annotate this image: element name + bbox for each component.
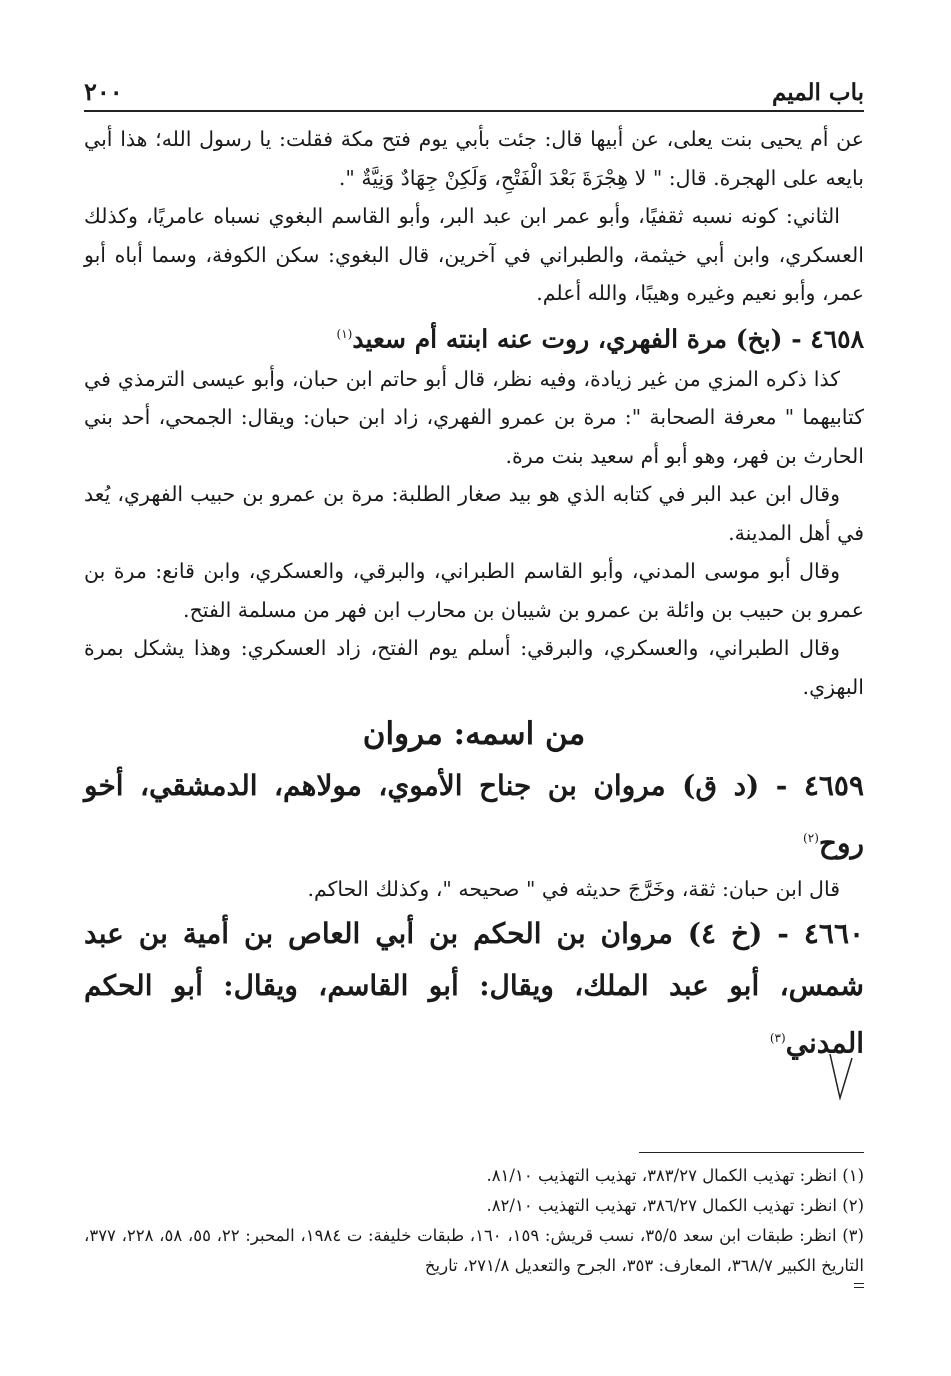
entry-4659-text: ٤٦٥٩ - (د ق) مروان بن جناح الأموي، مولاهم، الدمشقي، أخو روح: [84, 769, 864, 860]
footnote-3: (٣) انظر: طبقات ابن سعد ٣٥/٥، نسب قريش: ١٥٩، ١٦٠، طبقات خليفة: ت ١٩٨٤، المحبر: ٢٢، ٥٥، ٥٨، ٢٢٨، ٣٧٧، التاريخ الكبير ٣٦٨/٧، المعارف: ٣٥٣، الجرح والتعديل ٢٧١/٨، تاريخ: [84, 1226, 864, 1275]
entry-heading-4660: [84, 908, 864, 1069]
continuation-mark: [854, 1283, 864, 1288]
entry-heading-4659: [84, 760, 864, 869]
book-page: [84, 70, 864, 1069]
paragraph-continuation: عن أم يحيى بنت يعلى، عن أبيها قال: جئت بأبي يوم فتح مكة فقلت: يا رسول الله؛ هذا أبي بايعه على الهجرة. قال: " لا هِجْرَةَ بَعْدَ الْفَتْحِ، وَلَكِنْ جِهَادٌ وَنِيَّةٌ ".: [84, 127, 864, 190]
footnote-separator: [639, 1152, 864, 1153]
pen-mark: [826, 1052, 856, 1100]
entry-4658-text: ٤٦٥٨ - (بخ) مرة الفهري، روت عنه ابنته أم سعيد: [352, 323, 864, 353]
page-header: [84, 70, 864, 112]
footnote-2: (٢) انظر: تهذيب الكمال ٣٨٦/٢٧، تهذيب التهذيب ٨٢/١٠.: [486, 1196, 864, 1215]
footnotes-section: [84, 1152, 864, 1288]
footnote-ref-1: (١): [336, 326, 353, 341]
entry-4660-text: ٤٦٦٠ - (خ ٤) مروان بن الحكم بن أبي العاص بن أمية بن عبد شمس، أبو عبد الملك، ويقال: أبو القاسم، ويقال: أبو الحكم المدني: [84, 917, 865, 1060]
paragraph-abu-musa: وقال أبو موسى المدني، وأبو القاسم الطبراني، والبرقي، والعسكري، وابن قانع: مرة بن عمرو بن حبيب بن وائلة بن عمرو بن شيبان بن محارب ابن فهر من مسلمة الفتح.: [84, 559, 864, 622]
paragraph-tabarani: وقال الطبراني، والعسكري، والبرقي: أسلم يوم الفتح، زاد العسكري: وهذا يشكل بمرة البهزي.: [84, 636, 864, 699]
page-body: [84, 120, 864, 1069]
paragraph-ibn-abd-al-barr: وقال ابن عبد البر في كتابه الذي هو بيد صغار الطلبة: مرة بن عمرو بن حبيب الفهري، يُعد في أهل المدينة.: [84, 482, 864, 545]
footnote-1: (١) انظر: تهذيب الكمال ٣٨٣/٢٧، تهذيب التهذيب ٨١/١٠.: [486, 1166, 864, 1185]
section-heading: من اسمه: مروان: [362, 716, 586, 753]
paragraph-4658-discussion: كذا ذكره المزي من غير زيادة، وفيه نظر، قال أبو حاتم ابن حبان، وأبو عيسى الترمذي في كتابيهما " معرفة الصحابة ": مرة بن عمرو الفهري، زاد ابن حبان: ويقال: الجمحي، أحد بني الحارث بن فهر، وهو أبو أم سعيد بنت مرة.: [84, 366, 864, 468]
chapter-title: باب الميم: [771, 79, 864, 106]
page-number: ٢٠٠: [84, 77, 123, 106]
entry-heading-4658: [84, 313, 864, 360]
footnote-ref-3: (٣): [769, 1031, 786, 1046]
paragraph-ibn-hibban: قال ابن حبان: ثقة، وخَرَّجَ حديثه في " صحيحه "، وكذلك الحاكم.: [307, 876, 840, 901]
paragraph-second-point: الثاني: كونه نسبه ثقفيًا، وأبو عمر ابن عبد البر، وأبو القاسم البغوي نسباه عامريًا، وكذلك العسكري، وابن أبي خيثمة، والطبراني في آخرين، قال البغوي: سكن الكوفة، وسما أباه أبو عمر، وأبو نعيم وغيره وهيبًا، والله أعلم.: [84, 204, 864, 305]
footnote-ref-2: (٢): [803, 831, 819, 846]
